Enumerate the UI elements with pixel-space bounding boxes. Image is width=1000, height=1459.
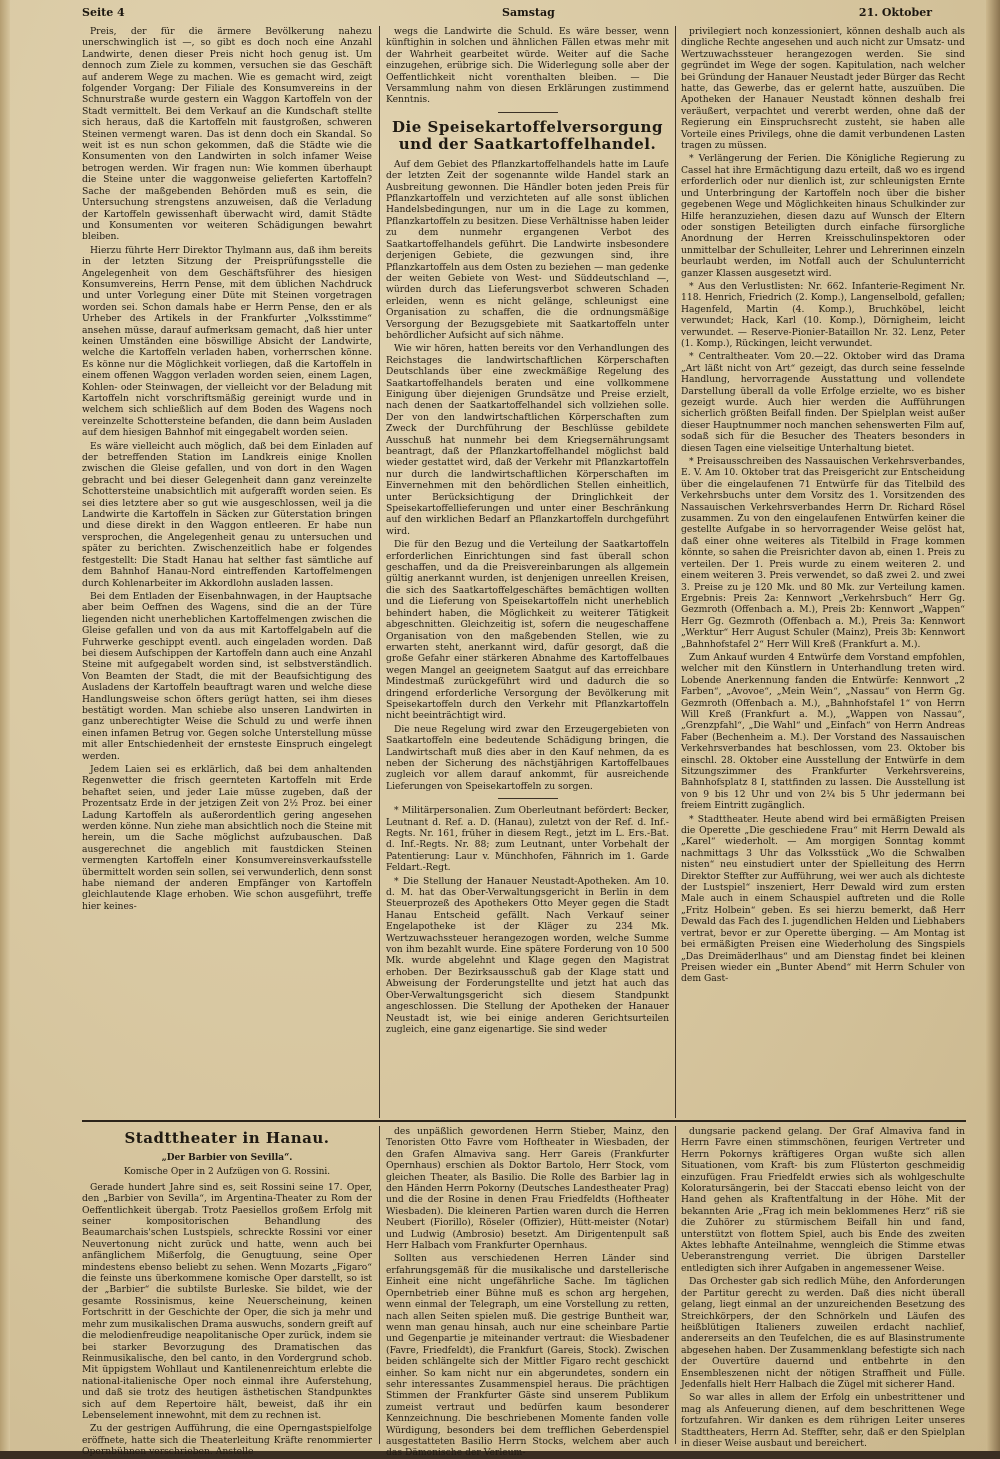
review-headline: Stadttheater in Hanau. (124, 1129, 330, 1147)
section-divider (82, 1120, 966, 1122)
paragraph: Bei dem Entladen der Eisenbahnwagen, in der Hauptsache aber beim Oeffnen des Wagens, sind die an der Türe liegenden nicht unerheblichen Kartoffelmengen zwischen die Gleise gefallen und von da aus mit Kartoffelgabeln auf die Fuhrwerke geschippt eventl. auch eingeladen worden. Daß bei diesem Aufschippen der Kartoffeln dann auch eine Anzahl Steine mit aufgegabelt worden sind, ist selbstverständlich. Von Beamten der Stadt, die mit der Beaufsichtigung des Ausladens der Kartoffeln beauftragt waren und welche diese Handlungsweise schon öfters gerügt hatten, sei ihm dieses bestätigt worden. Man schiebe also unseren Landwirten in ganz unberechtigter Weise die Schuld zu und werfe ihnen einen infamen Betrug vor. Gegen solche Unterstellung müsse mit aller Entschiedenheit der ernsteste Einspruch eingelegt werden. (82, 590, 372, 762)
article-separator (498, 798, 558, 799)
header-date: 21. Oktober (858, 6, 932, 19)
page-edge-right (986, 0, 1000, 1451)
paragraph: Es wäre vielleicht auch möglich, daß bei dem Einladen auf der betreffenden Station im Landkreis einige Knollen zwischen die Gleise gefallen, und von dort in den Wagen gebracht und bei dieser Gelegenheit dann ganz vereinzelte Schottersteine unabsichtlich mit aufgerafft worden seien. Es sei dies letztere aber so gut wie ausgeschlossen, weil ja die Landwirte die Kartoffeln in Säcken zur Güterstation bringen und diese direkt in den Waggon entleeren. Er habe nun versprochen, die Angelegenheit genau zu untersuchen und später zu berichten. Zwischenzeitlich habe er folgendes festgestellt: Die Stadt Hanau hat selther fast sämtliche auf dem Bahnhof Hanau-Nord eintreffenden Kartoffelmengen durch Kohlenarbeiter im Akkordlohn ausladen lassen. (82, 440, 372, 589)
review-column-1 (82, 1126, 372, 1458)
paragraph: Die für den Bezug und die Verteilung der Saatkartoffeln erforderlichen Einrichtungen sind fast überall schon geschaffen, und da die Preisvereinbarungen als allgemein gültig anerkannt wurden, ist denjenigen unreellen Kreisen, die sich des Saatkartoffelgeschäftes bemächtigen wollten und die Lieferung von Speisekartoffeln nicht unerheblich behindert haben, die Möglichkeit zu weiterer Tätigkeit abgeschnitten. Gleichzeitig ist, sofern die neugeschaffene Organisation von den maßgebenden Stellen, wie zu erwarten steht, anerkannt wird, dafür gesorgt, daß die große Gefahr einer stärkeren Abnahme des Kartoffelbaues wegen Mangel an geeignetem Saatgut auf das erreichbare Mindestmaß zurückgeführt wird und dadurch die so dringend erforderliche Versorgung der Bevölkerung mit Speisekartoffeln durch den Verkehr mit Pflanzkartoffeln nicht beeinträchtigt wird. (386, 539, 669, 722)
notice: * Stadttheater. Heute abend wird bei ermäßigten Preisen die Operette „Die geschiedene Frau“ mit Herrn Dewald als „Karel“ wiederholt. — Am morgigen Sonntag kommt nachmittags 3 Uhr das Volksstück „Wo die Schwalben nisten“ neu einstudiert unter der Spielleitung des Herrn Direktor Steffter zur Aufführung, wei wer auch als dichteste der Lustspiel“ inszeniert, Herr Dewald wird zum ersten Male auch in einem Schauspiel auftreten und die Rolle „Fritz Holbein“ geben. Es sei hierzu bemerkt, daß Herr Dewald das Fach des I. jugendlichen Helden und Liebhabers vertrat, bevor er zur Operette überging. — Am Montag ist bei ermäßigten Preisen eine Wiederholung des Singspiels „Das Dreimäderlhaus“ und am Dienstag findet bei kleinen Preisen wieder ein „Bunter Abend“ mit Herrn Schuler von dem Gast- (681, 813, 965, 985)
paragraph: Gerade hundert Jahre sind es, seit Rossini seine 17. Oper, den „Barbier von Sevilla“, im Argentina-Theater zu Rom der Oeffentlichkeit übergab. Trotz Paesiellos großem Erfolg mit seiner kompositorischen Behandlung des Beaumarchais'schen Lustspiels, schreckte Rossini vor einer Neuvertonung nicht zurück und hatte, wenn auch bei anfänglichem Mißerfolg, die Genugtuung, seine Oper mindestens ebenso beliebt zu sehen. Wenn Mozarts „Figaro“ die feinste uns überkommene komische Oper darstellt, so ist der „Barbier“ die subtilste Burleske. Sie bildet, wie der gesamte Rossinismus, keine Neuerscheinung, keinen Fortschritt in der Geschichte der Oper, die sich ja mehr und mehr zum musikalischen Drama auswuchs, sondern greift auf die melodienfreudige neapolitanische Oper zurück, indem sie bei starker Bevorzugung des Dramatischen das Reinmusikalische, den bel canto, in den Vordergrund schob. Mit üppigstem Wohllaut und Kantilenenreichtum erlebte die national-italienische Oper noch einmal ihre Auferstehung, und daß sie trotz des heutigen ästhetischen Standpunktes sich auf dem Repertoire hält, beweist, daß ihr ein Lebenselement innewohnt, mit dem zu rechnen ist. (82, 1181, 372, 1421)
column-1 (82, 26, 372, 1116)
paragraph: Zum Ankauf wurden 4 Entwürfe dem Vorstand empfohlen, welcher mit den Künstlern in Unterhandlung treten wird. Lobende Anerkennung fanden die Entwürfe: Kennwort „2 Farben“, „Avovoe“, „Mein Wein“, „Nassau“ von Herrn Gg. Gezmroth (Offenbach a. M.), „Bahnhofstafel 1“ von Herrn Will Kreß (Frankfurt a. M.), „Wappen von Nassau“, „Grenzpfahl“, „Die Wahl“ und „Einfach“ von Herrn Andreas Faber (Bechenheim a. M.). Der Vorstand des Nassauischen Verkehrsverbandes hat beschlossen, vom 23. Oktober bis einschl. 28. Oktober eine Ausstellung der Entwürfe in dem Sitzungszimmer des Frankfurter Verkehrsvereins, Bahnhofsplatz 8 I, stattfinden zu lassen. Die Ausstellung ist von 9 bis 12 Uhr und von 2¼ bis 5 Uhr jedermann bei freiem Eintritt zugänglich. (681, 651, 965, 812)
paragraph: Das Orchester gab sich redlich Mühe, den Anforderungen der Partitur gerecht zu werden. Daß dies nicht überall gelang, liegt einmal an der unzureichenden Besetzung des Streichkörpers, der den Schnörkeln und Läufen des heißblütigen Italieners zuweilen erdacht nachlief, andererseits an den Teufelchen, die es auf Blasinstrumente abgesehen haben. Der Zusammenklang befestigte sich nach der Ouvertüre dauernd und entbehrte in den Ensembleszenen nicht der nötigen Straffheit und Fülle. Jedenfalls hielt Herr Halbach die Zügel mit sicherer Hand. (681, 1276, 965, 1390)
paragraph: Sollten aus verschiedenen Herren Länder sind erfahrungsgemäß für die musikalische und darstellerische Einheit eine nicht ungefährliche Sache. Im täglichen Opernbetrieb einer Bühne muß es schon arg hergehen, wenn einmal der Telegraph, um eine Vorstellung zu retten, nach allen Seiten spielen muß. Die gestrige Buntheit war, wenn man genau hinsah, auch nur eine scheinbare Partie und Gegenpartie je miteinander vertraut: die Wiesbadener (Favre, Friedfeldt), die Frankfurt (Gareis, Stock). Zwischen beiden schlängelte sich der Mittler Figaro recht geschickt einher. So kam nicht nur ein abgerundetes, sondern ein sehr interessantes Zusammenspiel heraus. Die prächtigen Stimmen der Frankfurter Gäste sind unserem Publikum zumeist vertraut und bedürfen kaum besonderer Kennzeichnung. Die beschriebenen Momente fanden volle Würdigung, besonders bei dem trefflichen Geberdenspiel ausgestatteten Basilio Herrn Stocks, welchem aber auch das Dämonische der Verleum- (386, 1253, 669, 1459)
paragraph: Zu der gestrigen Aufführung, die eine Operngastspielfolge eröffnete, hatte sich die Theaterleitung Kräfte renommierter Opernbühnen verschrieben. Anstelle (82, 1423, 372, 1458)
page-header (82, 4, 932, 22)
article-separator (498, 112, 558, 113)
paragraph: dungsarie packend gelang. Der Graf Almaviva fand in Herrn Favre einen stimmschönen, feurigen Vertreter und Herrn Pokornys kräftigeres Organ wußte sich allen Situationen, vom Kraft- bis zum Flüsterton geschmeidig einzufügen. Frau Friedfeldt erwies sich als wohlgeschulte Koloratursängerin, bei der Staccati ebenso leicht von der Hand gehen als Kraftentfaltung in der Höhe. Mit der bekannten Arie „Frag ich mein beklommenes Herz“ riß sie die Zuhörer zu stürmischem Beifall hin und fand, unterstützt von flottem Spiel, auch bis Ende des zweiten Aktes lebhafte Anteilnahme, wenngleich die Stimme etwas Ueberanstrengung verriet. Die übrigen Darsteller entledigten sich ihrer Aufgaben in angemessener Weise. (681, 1126, 965, 1274)
review-column-2 (386, 1126, 669, 1459)
notice: * Verlängerung der Ferien. Die Königliche Regierung zu Cassel hat ihre Ermächtigung dazu erteilt, daß wo es irgend erforderlich oder nur dienlich ist, zur schleunigsten Ernte und Unterbringung der Kartoffeln noch über die bisher gegebenen Wege und Möglichkeiten hinaus Schulkinder zur Hilfe heranzuziehen, diesen dazu auf Wunsch der Eltern oder sonstigen Beteiligten durch einfache fürsorgliche Anordnung der Herren Kreisschulinspektoren oder unmittelbar der Schulleiter, Lehrer und Lehrerinnen einzeln beurlaubt werden, im Notfall auch der Schulunterricht ganzer Klassen ausgesetzt wird. (681, 153, 965, 279)
review-subtitle: „Der Barbier von Sevilla“. (161, 1153, 293, 1163)
column-divider (675, 26, 676, 1118)
notice: * Militärpersonalien. Zum Oberleutnant befördert: Becker, Leutnant d. Ref. a. D. (Hanau), zuletzt von der Ref. d. Inf.-Regts. Nr. 161, früher in diesem Regt., jetzt im L. Ers.-Bat. d. Inf.-Regts. Nr. 88; zum Leutnant, unter Vorbehalt der Patentierung: Laur v. Münchhofen, Fähnrich im 1. Garde Feldart.-Regt. (386, 805, 669, 874)
page-number: Seite 4 (82, 6, 125, 19)
paragraph: Die neue Regelung wird zwar den Erzeugergebieten von Saatkartoffeln eine bedeutende Schädigung bringen, die Landwirtschaft muß dies aber in den Kauf nehmen, da es neben der Sicherung des nächstjährigen Kartoffelbaues zugleich vor allem darauf ankommt, für ausreichende Lieferungen von Speisekartoffeln zu sorgen. (386, 723, 669, 792)
paragraph: Auf dem Gebiet des Pflanzkartoffelhandels hatte im Laufe der letzten Zeit der sogenannte wilde Handel stark an Ausbreitung gewonnen. Die Händler boten jeden Preis für Pflanzkartoffeln und verzichteten auf alle sonst üblichen Handelsbedingungen, nur um in die Lage zu kommen, Pflanzkartoffeln zu besitzen. Diese Verhältnisse haben leider zu dem nunmehr ergangenen Verbot des Saatkartoffelhandels geführt. Die Landwirte insbesondere derjenigen Gebiete, die gezwungen sind, ihre Pflanzkartoffeln aus dem Osten zu beziehen — man gedenke der weiten Gebiete von West- und Süddeutschland —, würden durch das Lieferungsverbot schweren Schaden erleiden, wenn es nicht gelänge, schleunigst eine Organisation zu schaffen, die die ordnungsmäßige Versorgung der Bezugsgebiete mit Saatkartoffeln unter behördlicher Aufsicht auf sich nähme. (386, 158, 669, 341)
paragraph: privilegiert noch konzessioniert, können deshalb auch als dingliche Rechte angesehen und auch nicht zur Umsatz- und Wertzuwachssteuer herangezogen werden. Sie sind gegründet im Wege der sogen. Kapitulation, nach welcher bei Gründung der Hanauer Neustadt jeder Bürger das Recht hatte, das Gewerbe, das er gelernt hatte, auszuüben. Die Apotheken der Hanauer Neustadt können deshalb frei veräußert, verpachtet und vererbt werden, ohne daß der Regierung ein Einspruchsrecht zusteht, sie haben alle Vorteile eines Privilegs, ohne die damit verbundenen Lasten tragen zu müssen. (681, 26, 965, 152)
article-headline: Die Speisekartoffelversorgung und der Saatkartoffelhandel. (392, 117, 663, 153)
paragraph: Preis, der für die ärmere Bevölkerung nahezu unerschwinglich ist —, so gibt es doch noch eine Anzahl Landwirte, denen dieser Preis nicht hoch genug ist. Um dennoch zum Ziele zu kommen, versuchen sie das Geschäft auf anderem Wege zu machen. Wie es gemacht wird, zeigt folgender Vorgang: Der Filiale des Konsumvereins in der Schnurstraße wurde gestern ein Waggon Kartoffeln von der Stadt vermittelt. Bei dem Verkauf an die Kundschaft stellte sich heraus, daß die Kartoffeln mit faustgroßen, schweren Steinen vermengt waren. Das ist denn doch ein Skandal. So weit ist es nun schon gekommen, daß die Städte wie die Konsumenten von den Landwirten in solch infamer Weise betrogen werden. Wir fragen nun: Wie kommen überhaupt die Steine unter die waggonweise gelieferten Kartoffeln? Sache der maßgebenden Behörden muß es sein, die Untersuchung strengstens anzuweisen, daß die Verladung der Kartoffeln gewissenhaft überwacht wird, damit Städte und Konsumenten vor weiteren Schädigungen bewahrt bleiben. (82, 26, 372, 243)
notice: * Die Stellung der Hanauer Neustadt-Apotheken. Am 10. d. M. hat das Ober-Verwaltungsgericht in Berlin in dem Steuerprozeß des Apothekers Otto Meyer gegen die Stadt Hanau Entscheid gefällt. Nach Verkauf seiner Engelapotheke ist der Kläger zu 234 Mk. Wertzuwachssteuer herangezogen worden, welche Summe von ihm bezahlt wurde. Eine spätere Forderung von 10 500 Mk. wurde abgelehnt und Klage gegen den Magistrat erhoben. Der Bezirksausschuß gab der Klage statt und Abweisung der Forderungstellte und jetzt hat auch das Ober-Verwaltungsgericht sich diesem Standpunkt angeschlossen. Die Stellung der Apotheken der Hanauer Neustadt ist, wie bei einige anderen Gerichtsurteilen zugleich, eine ganz eigenartige. Sie sind weder (386, 875, 669, 1035)
paragraph: Wie wir hören, hatten bereits vor den Verhandlungen des Reichstages die landwirtschaftlichen Körperschaften Deutschlands über eine zweckmäßige Regelung des Saatkartoffelhandels beraten und eine vollkommene Einigung über diejenigen Grundsätze und Preise erzielt, nach denen der Saatkartoffelhandel sich vollziehen solle. Der von den landwirtschaftlichen Körperschaften zum Zweck der Durchführung der Beschlüsse gebildete Ausschuß hat nunmehr bei dem Kriegsernährungsamt beantragt, daß der Pflanzkartoffelhandel möglichst bald wieder gestattet wird, daß der Verkehr mit Pflanzkartoffeln nur durch die landwirtschaftlichen Körperschaften im Einvernehmen mit den behördlichen Stellen einheitlich, unter Berücksichtigung der Dringlichkeit der Speisekartoffellieferungen und unter einer Beschränkung auf den wirklichen Bedarf an Pflanzkartoffeln durchgeführt wird. (386, 343, 669, 537)
page-edge-left (0, 0, 10, 1451)
review-column-3 (681, 1126, 965, 1449)
column-divider (675, 1126, 676, 1444)
notice: * Centraltheater. Vom 20.—22. Oktober wird das Drama „Art läßt nicht von Art“ gezeigt, das durch seine fesselnde Handlung, hervorragende Ausstattung und vollendete Darstellung überall da volle Erfolge erzielte, wo es bisher gezeigt wurde. Auch hier werden die Aufführungen sicherlich größten Beifall finden. Der Spielplan weist außer dieser Hauptnummer noch manchen sehenswerten Film auf, sodaß sich für die Besucher des Theaters besonders in diesen Tagen eine vielseitige Unterhaltung bietet. (681, 351, 965, 454)
column-2 (386, 26, 669, 1116)
paragraph: des unpäßlich gewordenen Herrn Stieber, Mainz, den Tenoristen Otto Favre vom Hoftheater in Wiesbaden, der den Grafen Almaviva sang. Herr Gareis (Frankfurter Opernhaus) erschien als Doktor Bartolo, Herr Stock, vom gleichen Theater, als Basilio. Die Rolle des Barbier lag in den Händen Herrn Pokorny (Deutsches Landestheater Prag) und die der Rosine in denen Frau Friedfeldts (Hoftheater Wiesbaden). Die kleineren Partien waren durch die Herren Neubert (Fiorillo), Röseler (Offizier), Hütt-meister (Notar) und Ludwig (Ambrosio) besetzt. Am Dirigentenpult saß Herr Halbach vom Frankfurter Opernhaus. (386, 1126, 669, 1252)
header-day: Samstag (502, 6, 555, 19)
paragraph: Hierzu führte Herr Direktor Thylmann aus, daß ihm bereits in der letzten Sitzung der Preisprüfungsstelle die Angelegenheit von dem Geschäftsführer des hiesigen Konsumvereins, Herrn Pense, mit dem üblichen Nachdruck und unter Vorlegung einer Düte mit Steinen vorgetragen worden sei. Schon damals habe er Herrn Pense, den er als Urheber des Artikels in der Frankfurter „Volksstimme“ ansehen müsse, darauf aufmerksam gemacht, daß hier unter keinen Umständen eine böswillige Absicht der Landwirte, welche die Kartoffeln verladen haben, vorherrschen könne. Es könne nur die Möglichkeit vorliegen, daß die Kartoffeln in einem offenen Waggon verladen worden seien, einem Lagen, Kohlen- oder Steinwagen, der vielleicht vor der Beladung mit Kartoffeln nicht vorschriftsmäßig gereinigt wurde und in welchem sich schließlich auf dem Boden des Wagens noch vereinzelte Schottersteine befanden, die dann beim Ausladen auf dem hiesigen Bahnhof mit eingegabelt worden seien. (82, 244, 372, 439)
column-divider (379, 1126, 380, 1444)
paragraph: Jedem Laien sei es erklärlich, daß bei dem anhaltenden Regenwetter die frisch geernteten Kartoffeln mit Erde behaftet seien, und jeder Laie müsse zugeben, daß der Prozentsatz Erde in der jetzigen Zeit von 2½ Proz. bei einer Ladung Kartoffeln als außerordentlich gering angesehen werden könne. Nun ziehe man absichtlich noch die Steine mit herein, um die Sache möglichst aufzubauschen. Daß ausgerechnet die angeblich mit faustdicken Steinen vermengten Kartoffeln einer Konsumvereinsverkaufsstelle übermittelt worden sein sollen, sei verwunderlich, denn sonst habe niemand der anderen Empfänger von Kartoffeln gleichlautende Klage erhoben. Wie schon ausgeführt, treffe hier keines- (82, 764, 372, 912)
paragraph: So war alles in allem der Erfolg ein unbestrittener und mag als Anfeuerung dienen, auf dem beschrittenen Wege fortzufahren. Wir danken es dem rührigen Leiter unseres Stadttheaters, Herrn Ad. Steffter, sehr, daß er den Spielplan in dieser Weise ausbaut und bereichert. (681, 1392, 965, 1449)
notice: * Preisausschreiben des Nassauischen Verkehrsverbandes, E. V. Am 10. Oktober trat das Preisgericht zur Entscheidung über die eingelaufenen 71 Entwürfe für das Titelbild des Verkehrsbuchs unter dem Vorsitz des 1. Vorsitzenden des Nassauischen Verkehrsverbandes Herrn Dr. Richard Rösel zusammen. Zu von den eingelaufenen Entwürfen keiner die gestellte Aufgabe in so hervorragender Weise gelöst hat, daß einer ohne weiteres als Titelbild in Frage kommen könnte, so sahen die Preisrichter davon ab, einen 1. Preis zu verteilen. Der 1. Preis wurde zu einem weiteren 2. und einem weiteren 3. Preis verwendet, so daß zwei 2. und zwei 3. Preise zu je 120 Mk. und 80 Mk. zur Verteilung kamen. Ergebnis: Preis 2a: Kennwort „Verkehrsbuch“ Herr Gg. Gezmroth (Offenbach a. M.), Preis 2b: Kennwort „Wappen“ Herr Gg. Gezmroth (Offenbach a. M.), Preis 3a: Kennwort „Werktur“ Herr August Schuler (Mainz), Preis 3b: Kennwort „Bahnhofstafel 2“ Herr Will Kreß (Frankfurt a. M.). (681, 456, 965, 650)
column-divider (379, 26, 380, 1118)
paragraph: wegs die Landwirte die Schuld. Es wäre besser, wenn künftighin in solchen und ähnlichen Fällen etwas mehr mit der Wahrheit gearbeitet würde. Weiter auf die Sache einzugehen, erübrige sich. Die Widerlegung solle aber der Oeffentlichkeit nicht vorenthalten bleiben. — Die Versammlung nahm von diesen Erklärungen zustimmend Kenntnis. (386, 26, 669, 106)
notice: * Aus den Verlustlisten: Nr. 662. Infanterie-Regiment Nr. 118. Henrich, Friedrich (2. Komp.), Langenselbold, gefallen; Hagenfeld, Martin (4. Komp.), Bruchköbel, leicht verwundet; Hack, Karl (10. Komp.), Dörnigheim, leicht verwundet. — Reserve-Pionier-Bataillon Nr. 32. Lenz, Peter (1. Komp.), Rückingen, leicht verwundet. (681, 280, 965, 349)
column-3 (681, 26, 965, 1116)
review-subsubtitle: Komische Oper in 2 Aufzügen von G. Rossini. (123, 1167, 331, 1178)
